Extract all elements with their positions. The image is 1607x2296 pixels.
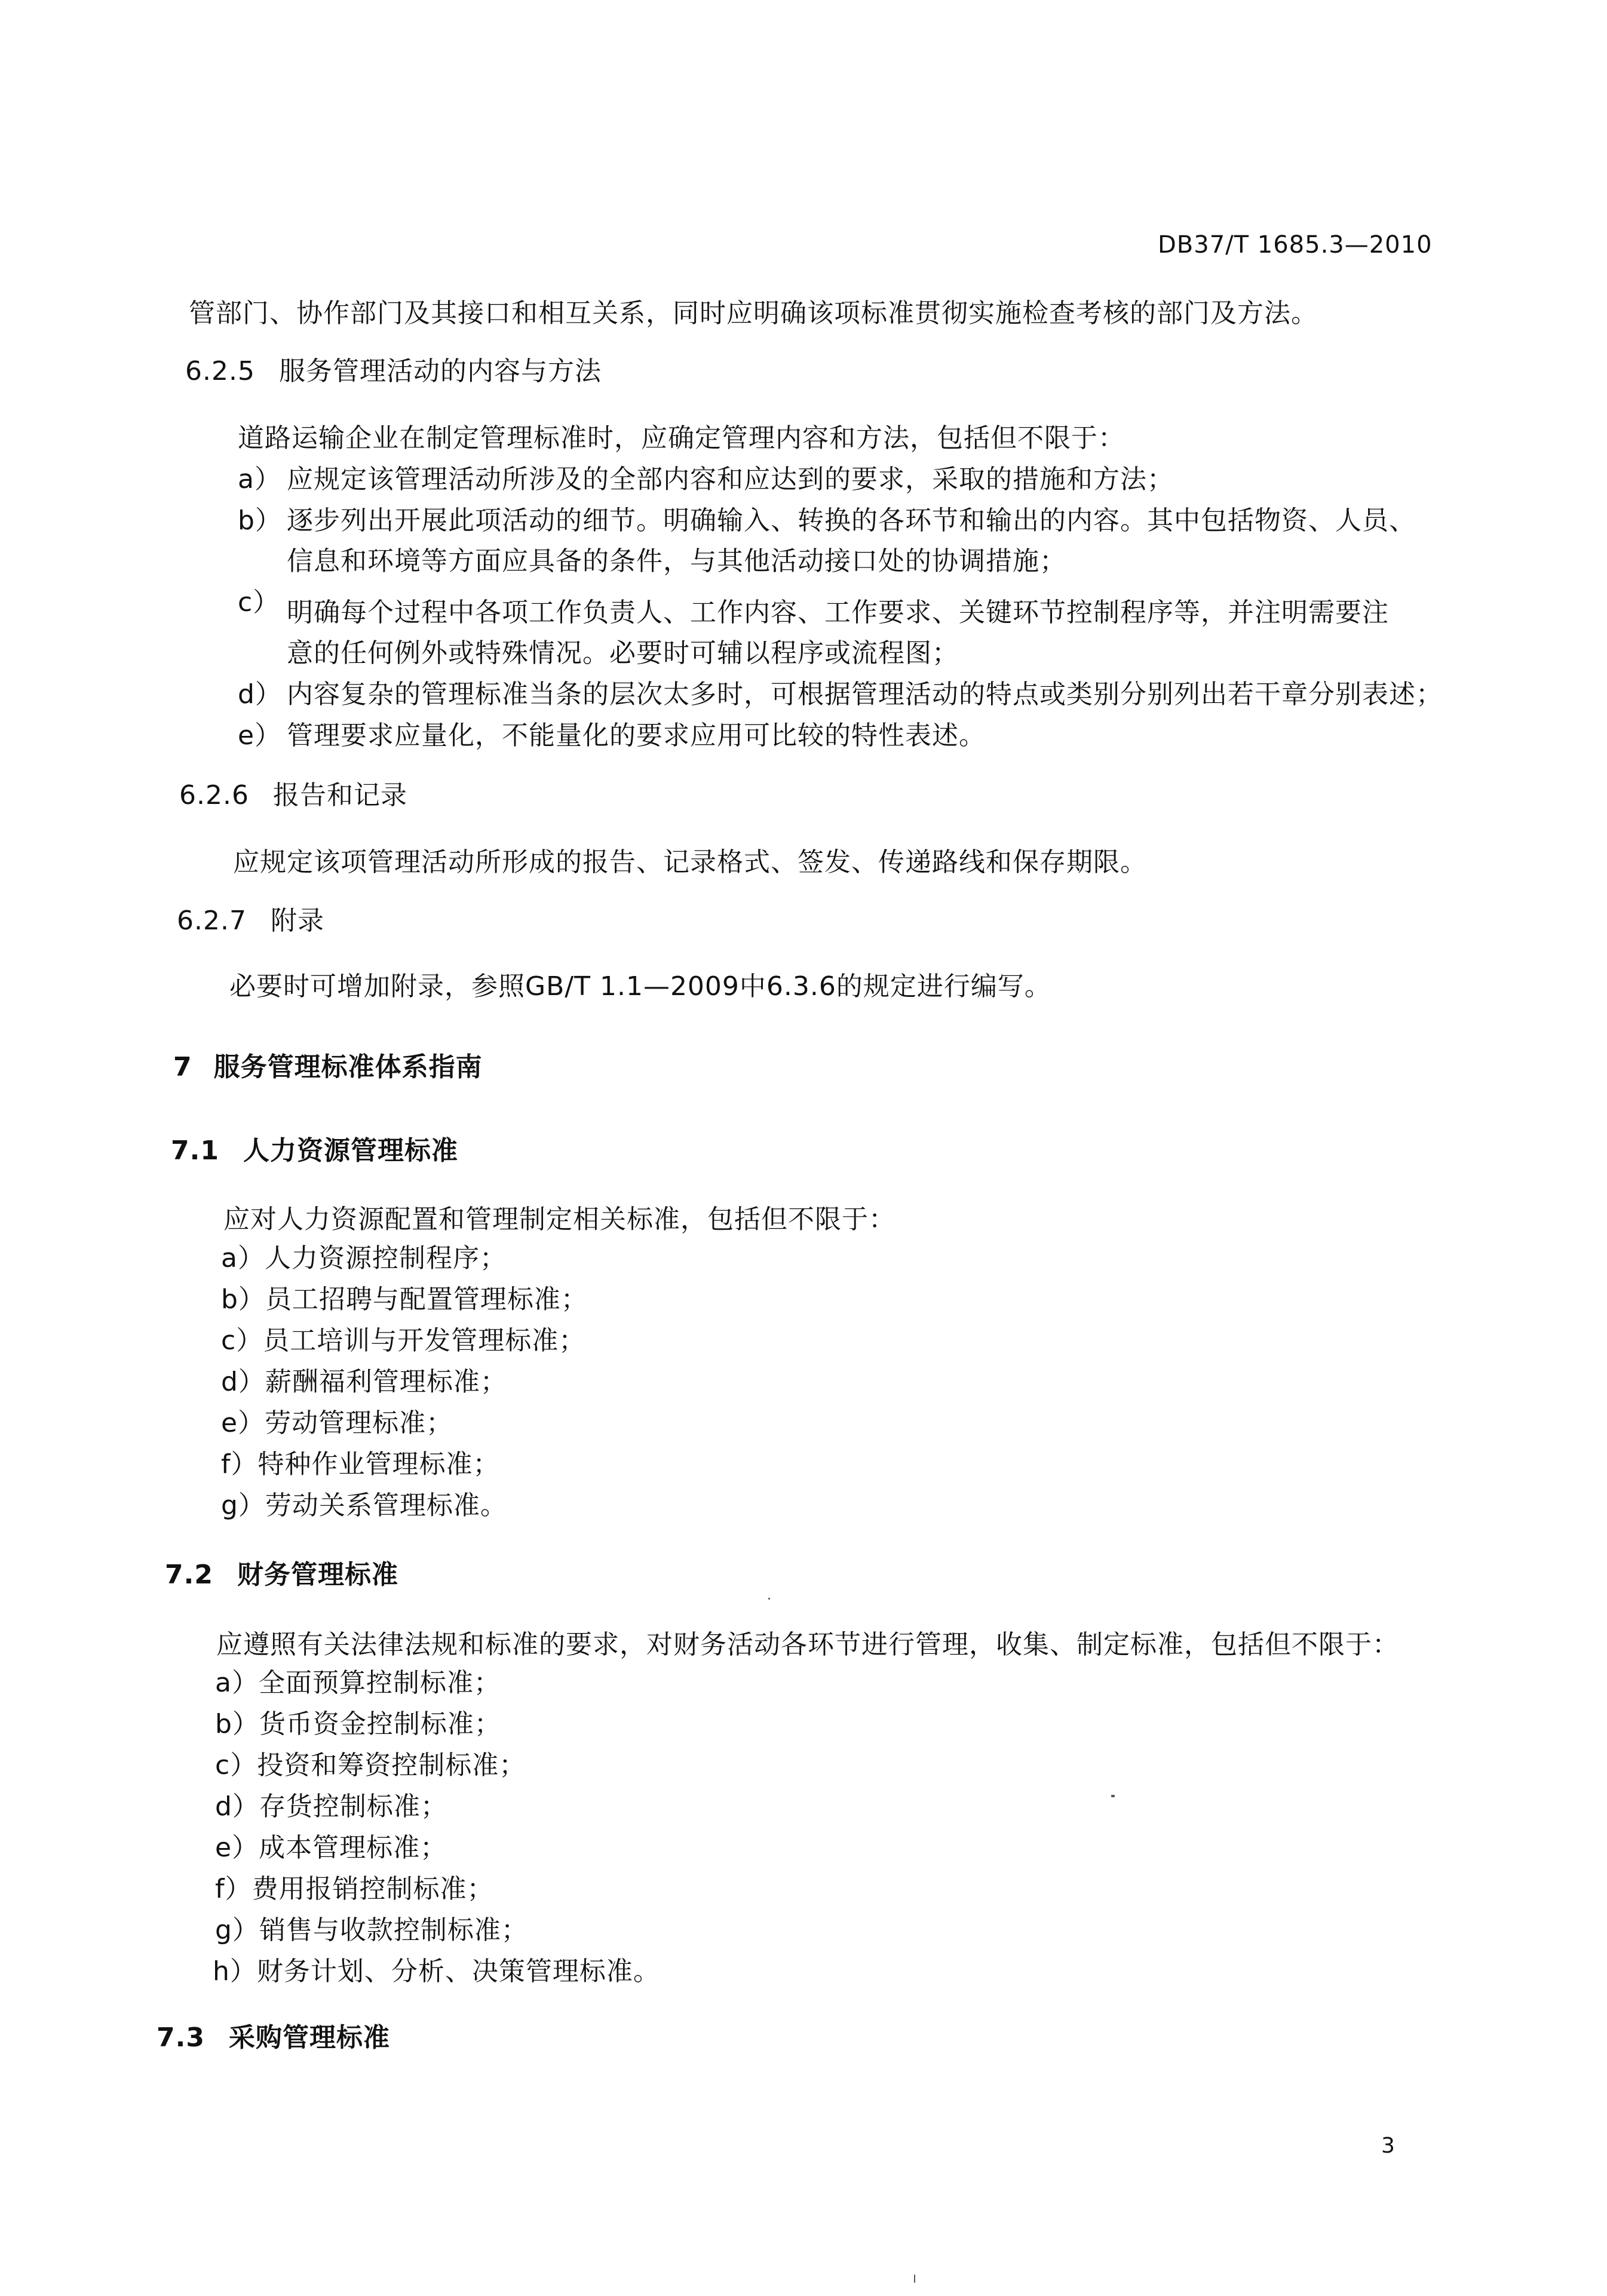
list-marker: g）: [221, 1490, 265, 1521]
list-item-text: 明确每个过程中各项工作负责人、工作内容、工作要求、关键环节控制程序等，并注明需要注: [287, 597, 1389, 628]
list-item-text: 人力资源控制程序；: [264, 1243, 507, 1273]
list-item-text: 员工招聘与配置管理标准；: [265, 1284, 588, 1315]
section-title: 服务管理活动的内容与方法: [278, 356, 602, 386]
list-item: [221, 1410, 453, 1436]
chapter-number: 7: [173, 1052, 192, 1082]
scan-speck: [914, 2274, 915, 2283]
list-item-text: 货币资金控制标准；: [259, 1709, 501, 1739]
list-item: [215, 1917, 528, 1944]
section-6-2-5-intro: 道路运输企业在制定管理标准时，应确定管理内容和方法，包括但不限于：: [238, 423, 1125, 453]
continuation-paragraph: 管部门、协作部门及其接口和相互关系，同时应明确该项标准贯彻实施检查考核的部门及方法。: [189, 298, 1318, 329]
section-6-2-7-heading: [177, 905, 324, 936]
scan-speck: [1111, 1795, 1115, 1797]
document-id: DB37/T 1685.3—2010: [1158, 231, 1433, 259]
list-item-text: 逐步列出开展此项活动的细节。明确输入、转换的各环节和输出的内容。其中包括物资、人员、: [287, 505, 1416, 536]
list-item-text: 应规定该管理活动所涉及的全部内容和应达到的要求，采取的措施和方法；: [287, 464, 1174, 495]
list-item-text: 投资和筹资控制标准；: [257, 1750, 526, 1781]
list-item-text: 销售与收款控制标准；: [259, 1915, 528, 1945]
list-item: [221, 1369, 507, 1395]
list-item: [238, 720, 282, 751]
list-item-text-continued: 意的任何例外或特殊情况。必要时可辅以程序或流程图；: [287, 638, 959, 668]
list-marker: b）: [215, 1709, 259, 1739]
list-marker: b）: [221, 1284, 265, 1315]
section-7-1-heading: [171, 1135, 458, 1166]
list-marker: d）: [221, 1367, 265, 1397]
section-6-2-6-text: 应规定该项管理活动所形成的报告、记录格式、签发、传递路线和保存期限。: [233, 847, 1147, 877]
section-7-2-intro: 应遵照有关法律法规和标准的要求，对财务活动各环节进行管理，收集、制定标准，包括但不限于：: [216, 1629, 1399, 1660]
list-item: [215, 1670, 501, 1696]
page-number: 3: [1381, 2134, 1395, 2158]
list-item-text: 劳动关系管理标准。: [265, 1490, 507, 1521]
list-item: [238, 505, 282, 536]
section-title: 财务管理标准: [237, 1560, 398, 1590]
section-7-2-heading: [165, 1562, 398, 1588]
section-number: 6.2.5: [185, 356, 255, 386]
chapter-7-heading: [173, 1054, 483, 1081]
chapter-title: 服务管理标准体系指南: [213, 1052, 483, 1082]
list-item-text: 管理要求应量化，不能量化的要求应用可比较的特性表述。: [287, 720, 986, 751]
list-marker: c）: [215, 1750, 257, 1781]
list-item: [238, 679, 282, 710]
list-item: [221, 1245, 507, 1272]
list-marker: e）: [221, 1408, 265, 1438]
scan-speck: [768, 1598, 770, 1600]
list-marker: c）: [238, 587, 280, 618]
list-item-text: 存货控制标准；: [259, 1791, 447, 1822]
list-item-text: 特种作业管理标准；: [257, 1449, 500, 1479]
section-6-2-7-text: 必要时可增加附录，参照GB/T 1.1—2009中6.3.6的规定进行编写。: [229, 971, 1051, 1002]
section-number: 7.3: [157, 2022, 205, 2053]
list-item: [238, 587, 280, 618]
list-marker: g）: [215, 1915, 259, 1945]
list-item-text: 内容复杂的管理标准当条的层次太多时，可根据管理活动的特点或类别分别列出若干章分别表述；: [287, 679, 1443, 710]
section-6-2-6-heading: [179, 782, 407, 809]
list-item: [221, 1325, 586, 1356]
list-marker: a）: [215, 1668, 259, 1698]
list-marker: b）: [238, 505, 282, 536]
list-item: [213, 1956, 660, 1987]
list-marker: f）: [221, 1449, 258, 1479]
list-item-text-continued: 信息和环境等方面应具备的条件，与其他活动接口处的协调措施；: [287, 546, 1066, 576]
section-title: 报告和记录: [272, 780, 407, 811]
list-marker: a）: [221, 1243, 265, 1273]
list-item: [221, 1451, 500, 1478]
list-marker: e）: [238, 720, 282, 751]
section-number: 7.1: [171, 1135, 219, 1166]
list-item: [215, 1876, 494, 1902]
list-item-text: 薪酬福利管理标准；: [265, 1367, 507, 1397]
list-marker: a）: [238, 464, 281, 495]
list-item: [221, 1490, 507, 1521]
list-item-text: 费用报销控制标准；: [252, 1874, 494, 1904]
section-number: 7.2: [165, 1560, 213, 1590]
list-marker: h）: [213, 1956, 257, 1987]
list-item: [221, 1284, 588, 1315]
section-title: 采购管理标准: [228, 2022, 390, 2053]
list-item-text: 全面预算控制标准；: [258, 1668, 501, 1698]
list-item-text: 员工培训与开发管理标准；: [263, 1325, 586, 1356]
list-item: [238, 466, 281, 493]
section-6-2-5-heading: [185, 358, 602, 385]
list-marker: d）: [238, 679, 282, 710]
section-7-3-heading: [157, 2022, 390, 2053]
list-item: [215, 1711, 501, 1738]
list-marker: e）: [215, 1832, 259, 1863]
section-number: 6.2.6: [179, 780, 249, 811]
list-item-text: 劳动管理标准；: [265, 1408, 453, 1438]
section-title: 人力资源管理标准: [243, 1135, 458, 1166]
list-item-text: 成本管理标准；: [259, 1832, 447, 1863]
list-marker: d）: [215, 1791, 259, 1822]
list-marker: f）: [215, 1874, 252, 1904]
list-item: [215, 1752, 526, 1779]
list-item-text: 财务计划、分析、决策管理标准。: [256, 1956, 660, 1987]
section-title: 附录: [270, 905, 324, 936]
list-item: [215, 1832, 447, 1863]
list-item: [215, 1791, 447, 1822]
list-marker: c）: [221, 1325, 263, 1356]
section-number: 6.2.7: [177, 905, 247, 936]
section-7-1-intro: 应对人力资源配置和管理制定相关标准，包括但不限于：: [223, 1204, 895, 1235]
